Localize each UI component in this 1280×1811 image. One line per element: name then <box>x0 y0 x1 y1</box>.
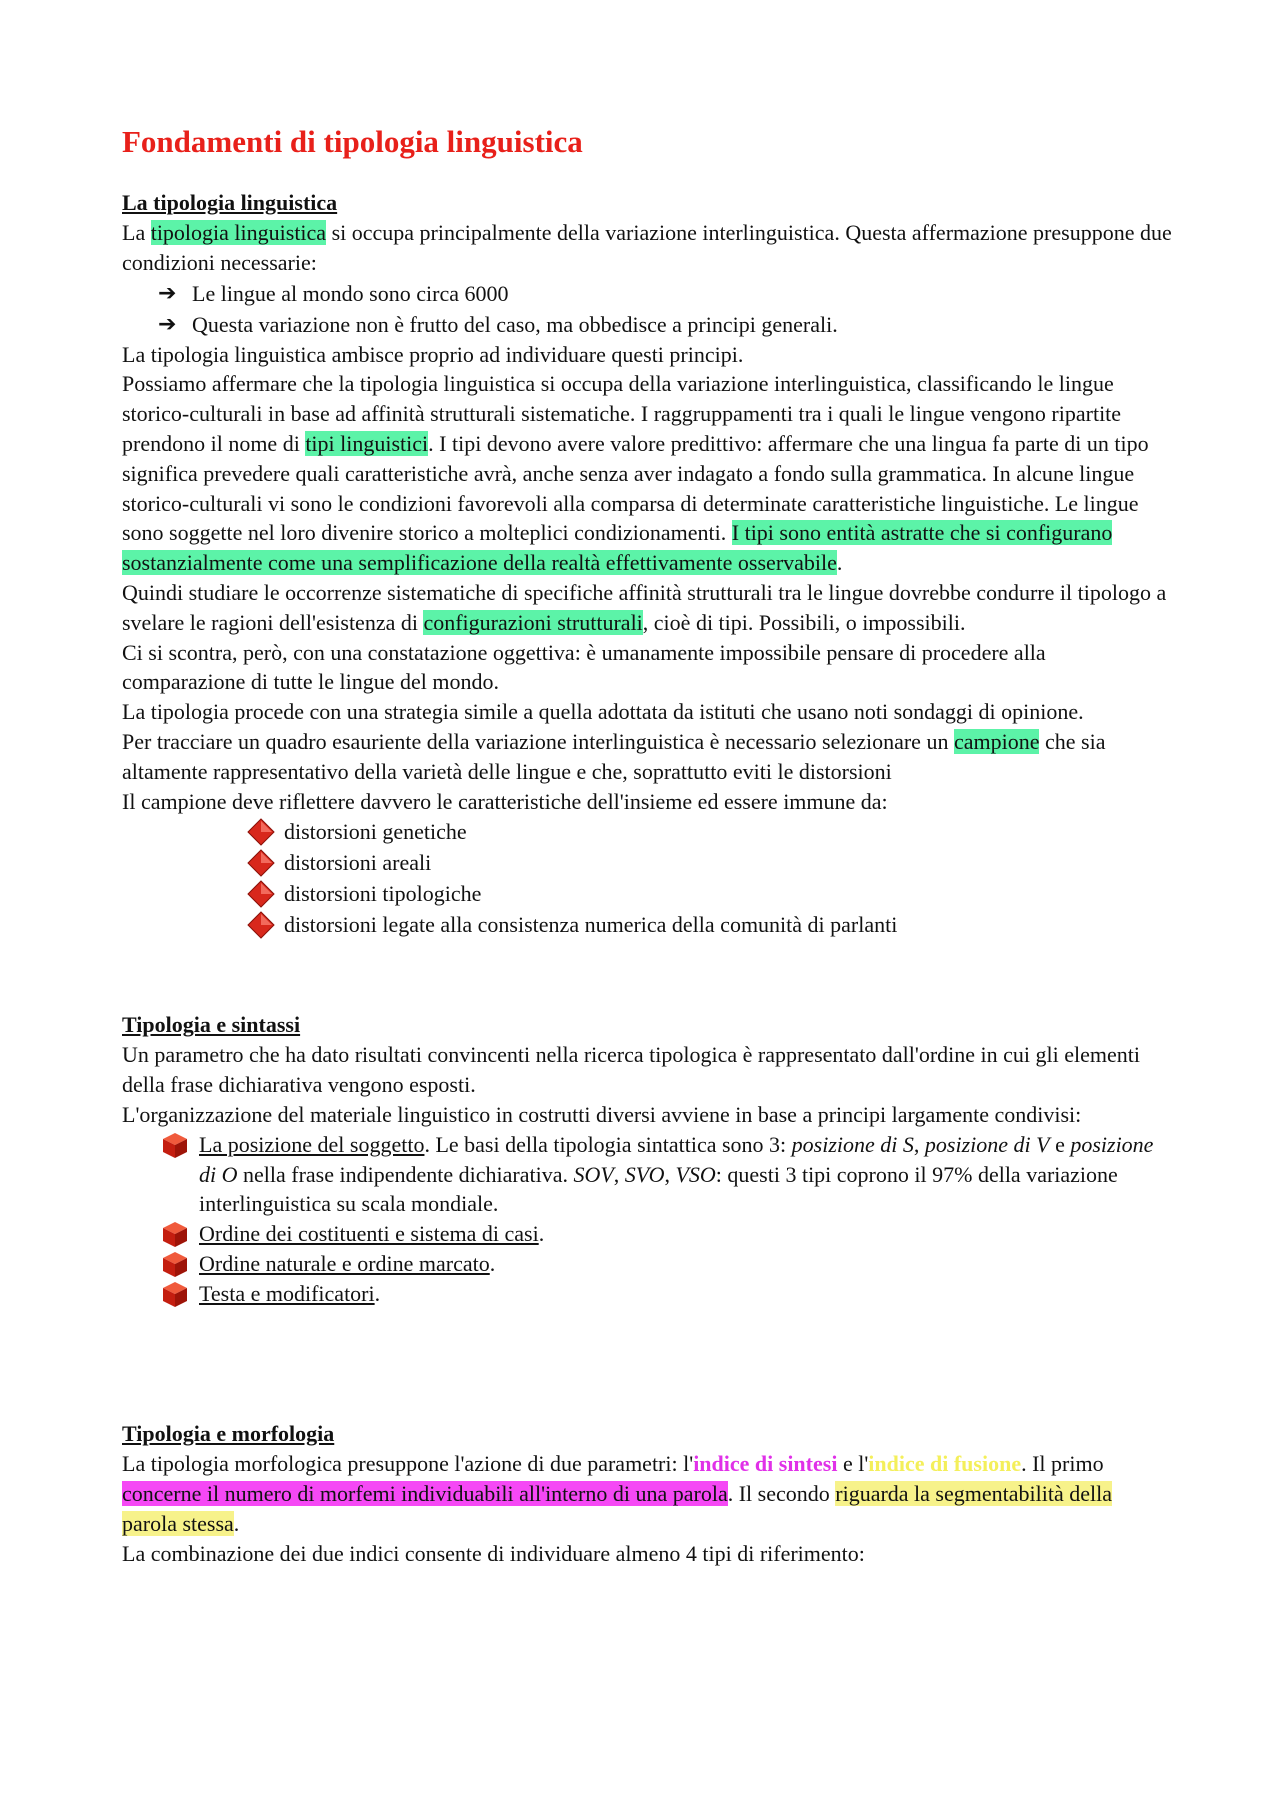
arrow-icon: ➔ <box>158 311 177 337</box>
paragraph: Quindi studiare le occorrenze sistematiche di specifiche affinità strutturali tra le lingue dovrebbe condurre il tipologo a svelare le ragioni dell'esistenza di configurazioni strutturali, cioè di tipi. Possibili, o impossibili. <box>122 579 1167 635</box>
page-title: Fondamenti di tipologia linguistica <box>122 124 583 159</box>
highlight: tipologia linguistica <box>150 220 327 245</box>
paragraph: La tipologia linguistica si occupa principalmente della variazione interlinguistica. Questa affermazione presuppone due condizioni necessarie: <box>122 220 1172 275</box>
paragraph: Un parametro che ha dato risultati convincenti nella ricerca tipologica è rappresentato dall'ordine in cui gli elementi della frase dichiarativa vengono esposti. <box>122 1042 1141 1098</box>
red-cube-icon <box>160 1279 190 1309</box>
highlight: I tipi sono entità astratte che si configurano sostanzialmente come una semplificazione della realtà effettivamente osservabile <box>122 520 1113 576</box>
highlight: tipi linguistici <box>305 430 429 456</box>
red-diamond-icon <box>246 879 276 909</box>
keyword: indice di fusione <box>868 1451 1022 1477</box>
keyword: indice di sintesi <box>693 1451 838 1477</box>
list-item: distorsioni genetiche <box>246 816 1172 847</box>
red-diamond-icon <box>246 817 276 847</box>
list-item: distorsioni legate alla consistenza numerica della comunità di parlanti <box>246 909 1172 940</box>
paragraph: La combinazione dei due indici consente di individuare almeno 4 tipi di riferimento: <box>122 1540 865 1566</box>
red-diamond-icon <box>246 910 276 940</box>
syntax-list <box>122 1130 1172 1309</box>
red-diamond-icon <box>246 848 276 878</box>
paragraph: Ci si scontra, però, con una constatazione oggettiva: è umanamente impossibile pensare di procedere alla comparazione di tutte le lingue del mondo. <box>122 639 1046 695</box>
arrow-icon: ➔ <box>158 280 177 306</box>
document-page <box>122 112 1172 1568</box>
list-item: Ordine naturale e ordine marcato. <box>160 1249 1172 1279</box>
section-heading-sintassi: Tipologia e sintassi <box>122 1012 301 1038</box>
paragraph: L'organizzazione del materiale linguistico in costrutti diversi avviene in base a principi largamente condivisi: <box>122 1101 1082 1127</box>
distortion-list <box>122 816 1172 940</box>
highlight: riguarda la segmentabilità della parola stessa <box>122 1480 1112 1536</box>
paragraph: Per tracciare un quadro esauriente della variazione interlinguistica è necessario selezionare un campione che sia altamente rappresentativo della varietà delle lingue e che, soprattutto eviti le distorsioni <box>122 728 1106 784</box>
paragraph: La tipologia linguistica ambisce proprio ad individuare questi principi. <box>122 341 744 367</box>
list-item: La posizione del soggetto. Le basi della tipologia sintattica sono 3: posizione di S, posizione di V e posizione di O nella frase indipendente dichiarativa. SOV, SVO, VSO: questi 3 tipi coprono il 97% della variazione interlinguistica su scala mondiale. <box>160 1130 1172 1219</box>
list-item: distorsioni areali <box>246 847 1172 878</box>
link-text: La posizione del soggetto <box>199 1131 425 1157</box>
red-cube-icon <box>160 1249 190 1279</box>
list-item: Ordine dei costituenti e sistema di casi. <box>160 1219 1172 1249</box>
paragraph: La tipologia procede con una strategia simile a quella adottata da istituti che usano noti sondaggi di opinione. <box>122 699 1084 725</box>
red-cube-icon <box>160 1219 190 1249</box>
list-item: ➔ Questa variazione non è frutto del caso, ma obbedisce a principi generali. <box>158 309 1172 340</box>
list-item: Testa e modificatori. <box>160 1279 1172 1309</box>
highlight: concerne il numero di morfemi individuabili all'interno di una parola <box>122 1480 728 1506</box>
section-heading-morfologia: Tipologia e morfologia <box>122 1421 335 1447</box>
paragraph: Il campione deve riflettere davvero le caratteristiche dell'insieme ed essere immune da: <box>122 788 888 814</box>
red-cube-icon <box>160 1130 190 1160</box>
list-item: ➔ Le lingue al mondo sono circa 6000 <box>158 278 1172 309</box>
section-heading-tipologia: La tipologia linguistica <box>122 190 338 215</box>
paragraph: Possiamo affermare che la tipologia linguistica si occupa della variazione interlinguistica, classificando le lingue storico-culturali in base ad affinità strutturali sistematiche. I raggruppamenti tra i quali le lingue vengono ripartite prendono il nome di tipi linguistici. I tipi devono avere valore predittivo: affermare che una lingua fa parte di un tipo significa prevedere quali caratteristiche avrà, anche senza aver indagato a fondo sulla grammatica. In alcune lingue storico-culturali vi sono le condizioni favorevoli alla comparsa di determinate caratteristiche linguistiche. Le lingue sono soggette nel loro divenire storico a molteplici condizionamenti. I tipi sono entità astratte che si configurano sostanzialmente come una semplificazione della realtà effettivamente osservabile. <box>122 371 1149 576</box>
highlight: campione <box>953 728 1040 754</box>
list-item: distorsioni tipologiche <box>246 878 1172 909</box>
highlight: configurazioni strutturali <box>423 609 643 635</box>
paragraph: La tipologia morfologica presuppone l'azione di due parametri: l'indice di sintesi e l'indice di fusione. Il primo concerne il numero di morfemi individuabili all'interno di una parola. Il secondo riguarda la segmentabilità della parola stessa. <box>122 1451 1112 1536</box>
arrow-list <box>122 278 1172 340</box>
